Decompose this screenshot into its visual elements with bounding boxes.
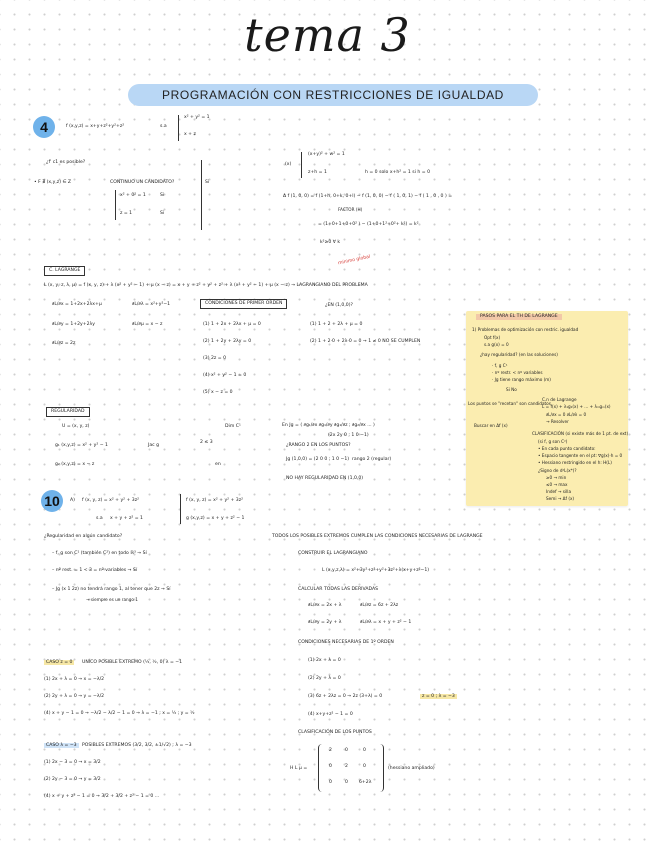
ex4-brace	[115, 190, 116, 220]
regularity-line-2: g₁ (x,y,z) = x² + y² − 1	[55, 443, 108, 448]
regularity-jacobian-label: En Jg = ( ∂g₁/∂x ∂g₁/∂y ∂g₁/∂z ; ∂g₂/∂x ... )	[282, 423, 375, 428]
regularity-line-3: g₂ (x,y,z) = x − z	[55, 462, 95, 467]
lagrange-partial-y: ∂L/∂y = 1+2y+2λy	[52, 322, 95, 327]
ex4-point-check: • F ∄ (x,y,z) ∈ Z	[34, 180, 72, 185]
case1-line-1: (1) 2x + λ = 0 → x = −λ/2	[44, 677, 105, 682]
regularity-jacobian-matrix: (2x 2y 0 ; 1 0 −1)	[328, 433, 369, 438]
ex10-classification: CLASIFICACIÓN DE LOS PUNTOS	[298, 730, 372, 735]
regularity-mid-3: Dim C¹	[225, 424, 241, 429]
hessian-matrix	[318, 744, 384, 792]
hessian-cell: 0	[329, 780, 332, 785]
note-line-24: Semi → Δf (x)	[546, 496, 575, 501]
ex4-sa: s.a	[160, 124, 167, 129]
note-line-7: · Jg tiene rango máximo (m)	[492, 377, 551, 382]
ex10-brace-right-1: f (x, y, z) = x² + y² + 3z²	[186, 498, 243, 503]
ex10-lagrangian: L (x,y,z,λ) = x²+3y²+z²+y²+3z²+λ(x+y+z²−1)	[322, 568, 430, 573]
note-line-12: ∂L/∂x = 0 ∂L/∂λ = 0	[546, 412, 587, 417]
exercise-number-10: 10	[41, 490, 63, 512]
note-line-10: C.n de Lagrange	[542, 397, 577, 402]
case2-line-2: (2) 2y − 3 = 0 → y = 3/2	[44, 777, 101, 782]
hessian-label: H L μ =	[290, 766, 308, 771]
ex10-deriv-lambda: ∂L/∂λ = x + y + z² − 1	[360, 620, 412, 625]
cpo-1: (1) 1 + 2x + 2λx + μ = 0	[203, 322, 261, 327]
ex10-question: ¿Regularidad en algún candidato?	[44, 534, 123, 539]
note-line-1: 1) Problemas de optimización con restric. igualdad	[472, 327, 579, 332]
case1-line-2: (2) 2y + λ = 0 → y = −λ/2	[44, 694, 105, 699]
hessian-cell: 0	[345, 780, 348, 785]
note-line-3: s.a g(x) = 0	[484, 342, 509, 347]
ex10-deriv-x: ∂L/∂x = 2x + λ	[308, 603, 342, 608]
hessian-cell: 2	[345, 764, 348, 769]
ex4-constraint-1: x² + y² = 1	[184, 115, 210, 120]
note-line-19: • Hessiano restringido en el h: H(L)	[538, 460, 612, 465]
lagrange-partial-x: ∂L/∂x = 1+2x+2λx+μ	[52, 302, 102, 307]
note-line-20: ¿Signo de d²L(x*)?	[538, 468, 577, 473]
regularity-jg-at: Jg (1,0,0) = (2 0 0 ; 1 0 −1)	[286, 457, 350, 462]
ex10-function: f (x, y, z) = x² + y² + 3z²	[82, 498, 139, 503]
note-line-4: ¿hay regularidad? (en las soluciones)	[480, 352, 558, 357]
hessian-cell: 0	[329, 764, 332, 769]
case2-line-1: (1) 2x − 3 = 0 → x = 3/2	[44, 760, 101, 765]
case2-label: CASO λ = −3	[46, 743, 77, 748]
note-line-2: Opt f(x)	[484, 335, 501, 340]
hessian-cell: 6+2λ	[359, 780, 372, 785]
hessian-cell: 0	[345, 748, 348, 753]
ex4-brace-line-1: x² + 0² = 1	[120, 193, 146, 198]
ex4-brace-line-2: z = 1	[120, 211, 133, 216]
ex4-si-mid: Si	[205, 180, 210, 185]
ex10-check-note: → siempre es un rango 1	[86, 597, 138, 602]
note-line-23: Indef → silla	[546, 489, 572, 494]
hessian-cell: 0	[363, 764, 366, 769]
note-line-18: • Espacio tangente en el pt: ∇g(x)·h = 0	[538, 453, 623, 458]
regularity-line-1: U = (x, y, z)	[62, 424, 90, 429]
cpo-3: (3) 2z = 0	[203, 356, 226, 361]
page-title: tema 3	[244, 8, 411, 62]
cpo-right-1: (1) 1 + 2 + 2λ + μ = 0	[310, 322, 363, 327]
ex4-result: = (1+0+1+0+0² ) − (1+0+1²+0²+ k²) = k²	[318, 222, 419, 227]
note-line-11: L = f(x) + λ₁g₁(x) + ... + λₘgₘ(x)	[542, 404, 611, 409]
regularity-mid-4: en	[215, 462, 221, 467]
ex10-cases-hint: z = 0 ; λ = −3	[422, 694, 455, 699]
ex10-construct: CONSTRUIR EL LAGRANGIANO	[298, 551, 368, 556]
lagrange-steps-note	[466, 311, 628, 506]
ex4-divider	[201, 160, 202, 230]
cpo-5: (5) x − z = 0	[203, 390, 233, 395]
lagrange-partial-mu: ∂L/∂μ = x − z	[132, 322, 163, 327]
note-line-8: Si No	[506, 387, 517, 392]
cpo-4: (4) x² + y² − 1 = 0	[203, 373, 247, 378]
case1-title: UNICO POSIBLE EXTREMO (½, ½, 0) λ = −1	[82, 660, 183, 665]
note-heading: PASOS PARA EL TH DE LAGRANGE	[476, 314, 562, 320]
regularity-box-label: REGULARIDAD	[46, 407, 90, 417]
ex4-si-1: Si	[160, 193, 165, 198]
cpo-right-title: ¿EN (1,0,0)?	[325, 303, 353, 308]
cpo-label: CONDICIONES DE PRIMER ORDEN	[200, 299, 287, 309]
hessian-cell: 0	[363, 748, 366, 753]
ex10-sa: s.a	[96, 516, 103, 521]
ex4-delta-line: Δ f (1, 0, 0) = f (1+h, 0+k, 0+l) − f (1, 0, 0) − f ( 1, 0, 1) − f ( 1 , 0 , 0 ) =	[283, 194, 453, 199]
ex10-cpo-4: (4) x+y+z² − 1 = 0	[308, 712, 353, 717]
ex4-question: ¿f' c1 es posible?	[46, 160, 86, 165]
note-line-6: · nº restr. < nº variables	[492, 370, 543, 375]
ex10-cpo-2: (2) 2y + λ = 0	[308, 676, 341, 681]
ex10-deriv-z: ∂L/∂z = 6z + 2λz	[360, 603, 399, 608]
regularity-mid-2: Jac g	[148, 443, 160, 448]
note-line-13: → Resolver	[546, 419, 569, 424]
case2-line-3: (4) x + y + z² − 1 = 0 → 3/2 + 3/2 + z² − 1 = 0 ...	[44, 794, 160, 799]
case1-label: CASO z = 0	[46, 660, 73, 665]
ex10-constraint: x + y + z² = 1	[110, 516, 143, 521]
ex4-factor: FACTOR (H)	[338, 207, 363, 212]
regularity-rank-question: ¿RANGO 2 EN LOS PUNTOS?	[286, 443, 351, 448]
ex10-check-2: – nº rest. = 1 < 3 = nº variables → Sí	[52, 568, 138, 573]
ex4-right-brace	[301, 152, 302, 178]
lagrange-box-label: C. LAGRANGE	[44, 266, 85, 276]
lagrange-partial-z: ∂L/∂z = 2z	[52, 341, 76, 346]
ex10-part: A)	[70, 498, 75, 503]
regularity-rank-answer: rango 2 (regular)	[352, 457, 392, 462]
ex10-brace	[180, 494, 181, 524]
note-line-9: Los puntos se "recetan" son candidatos	[468, 401, 551, 406]
ex4-right-line-1: (x+y)² + w² = 1	[308, 152, 345, 157]
case2-title: POSIBLES EXTREMOS (3/2, 3/2, ±1/√2) ; λ = −3	[82, 743, 192, 748]
ex10-brace-right-2: g (x,y,z) = x + y + z² − 1	[186, 516, 245, 521]
ex4-right-line-2: z+h = 1	[308, 170, 327, 175]
note-line-14: Buscar en Δf (x)	[474, 423, 508, 428]
ex10-cpo-1: (1) 2x + λ = 0	[308, 658, 341, 663]
note-line-15: CLASIFICACIÓN (si existe más de 1 pt. de ext)	[532, 431, 629, 436]
note-line-17: • En cada punto candidato:	[538, 446, 596, 451]
regularity-no-regular: NO HAY REGULARIDAD EN (1,0,0)	[286, 476, 364, 481]
ex4-right-tail: h = 0 solo x+h² = 1 si h = 0	[365, 170, 431, 175]
note-line-16: (si f, g son C²)	[538, 439, 568, 444]
ex4-continuous: CONTINUO UN CANDIDATO?	[110, 180, 175, 185]
lagrange-partial-lambda: ∂L/∂λ = x²+y²−1	[132, 302, 171, 307]
ex4-constraint-brace	[178, 115, 179, 141]
cpo-2: (2) 1 + 2y + 2λy = 0	[203, 339, 252, 344]
regularity-mid-1: 2 ≤ 3	[200, 440, 213, 445]
ex4-si-2: Si	[160, 211, 165, 216]
ex4-annotation: mínimo global	[337, 254, 371, 267]
ex10-deriv-y: ∂L/∂y = 2y + λ	[308, 620, 342, 625]
ex10-cpo-3: (3) 6z + 2λz = 0 → 2z (3+λ) = 0	[308, 694, 383, 699]
ex4-function: f (x,y,z) = x+y+z²+y²+z²	[66, 124, 125, 129]
cpo-right-2: (2) 1 + 2·0 + 2λ·0 = 0 → 1 ≠ 0 NO SE CUMPLEN	[310, 339, 421, 344]
page-subtitle: PROGRAMACIÓN CON RESTRICCIONES DE IGUALDAD	[128, 84, 538, 106]
lagrange-formula: L (x, y, z, λ, μ) = f (x, y, z) + λ (x² + y² − 1) + μ (x − z) = x + y + z² + y² + z² + λ (x² + y² − 1) + μ (x − z) → LAGRANGIANO DEL PROBLEMA	[44, 283, 368, 288]
ex10-cpo: CONDICIONES NECESARIAS DE 1º ORDEN	[298, 640, 394, 645]
exercise-number-4: 4	[33, 116, 55, 138]
ex4-constraint-2: x + z	[184, 132, 196, 137]
note-line-21: ≥0 → min	[546, 475, 567, 480]
ex10-conclusion: TODOS LOS POSIBLES EXTREMOS CUMPLEN LAS CONDICIONES NECESARIAS DE LAGRANGE	[272, 534, 483, 539]
ex10-calc: CALCULAR TODAS LAS DERIVADAS	[298, 587, 379, 592]
note-line-5: · f, g C¹	[492, 363, 508, 368]
case1-line-3: (4) x + y − 1 = 0 → −λ/2 − λ/2 − 1 = 0 → λ = −1 ; x = ½ ; y = ½	[44, 711, 195, 716]
ex4-right-label: (x)	[285, 162, 292, 167]
hessian-cell: 2	[329, 748, 332, 753]
note-line-22: ≤0 → max	[546, 482, 568, 487]
ex4-signs: k²≥0 ∀ k	[320, 240, 340, 245]
ex10-check-1: – f, g son C¹ (también C²) en todo ℝ³ → Sí	[52, 551, 147, 556]
ex10-check-3: – Jg (x 1 2z) no tendrá rango 1, al tener que 2z → Sí	[52, 587, 171, 592]
hessian-note: (hessiano ampliado)	[388, 766, 435, 771]
